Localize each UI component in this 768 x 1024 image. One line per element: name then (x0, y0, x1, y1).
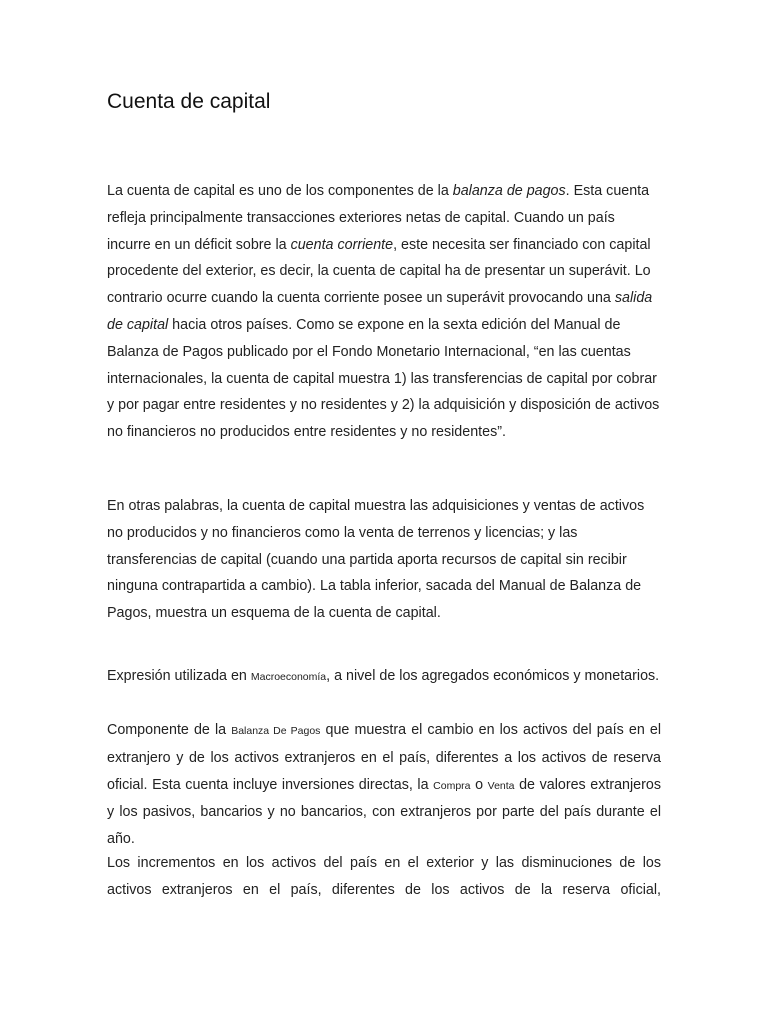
text-run: La cuenta de capital es uno de los componentes de la (107, 183, 453, 199)
text-run: Expresión utilizada en (107, 668, 251, 684)
italic-term-balanza-de-pagos: balanza de pagos (452, 183, 566, 199)
text-run: . Esta cuenta refleja principalmente transacciones exteriores netas de capital. Cuando un país incurre en un déficit sobre la (107, 183, 650, 253)
text-run: de valores extranjeros y los pasivos, bancarios y no bancarios, con extranjeros por parte del país durante el año. (107, 776, 661, 848)
text-run: , a nivel de los agregados económicos y monetarios. (326, 668, 660, 684)
paragraph-expression (107, 663, 661, 691)
text-run: o (470, 776, 488, 793)
term-macroeconomia: Macroeconomía (250, 671, 327, 683)
term-venta: Venta (487, 779, 515, 792)
term-compra: Compra (433, 779, 471, 792)
italic-term-cuenta-corriente: cuenta corriente (290, 236, 394, 253)
text-run: Componente de la (107, 722, 232, 738)
paragraph-component (107, 717, 661, 853)
text-run: , este necesita ser financiado con capital procedente del exterior, es decir, la cuenta de capital ha de presentar un superávit. Lo contrario ocurre cuando la cuenta corriente posee un superávit provocando una (107, 236, 651, 307)
paragraph-other-words: En otras palabras, la cuenta de capital muestra las adquisiciones y ventas de activos no producidos y no financieros como la venta de terrenos y licencias; y las transferencias de capital (cuando una partida aporta recursos de capital sin recibir ninguna contrapartida a cambio). La tabla inferior, sacada del Manual de Balanza de Pagos, muestra un esquema de la cuenta de capital. (107, 498, 645, 622)
italic-term-salida-de-capital: salida de capital (107, 290, 653, 333)
term-balanza-de-pagos: Balanza De Pagos (231, 725, 321, 737)
page-title: Cuenta de capital (107, 90, 271, 113)
text-run: que muestra el cambio en los activos del país en el extranjero y de los activos extranjeros en el país, diferentes a los activos de reserva oficial. Esta cuenta incluye inversiones directas, la (107, 722, 662, 793)
paragraph-capital-account-definition (107, 178, 661, 446)
text-run: hacia otros países. Como se expone en la sexta edición del Manual de Balanza de Pagos publicado por el Fondo Monetario Internacional, “en las cuentas internacionales, la cuenta de capital muestra 1) las transferencias de capital por cobrar y por pagar entre residentes y no residentes y 2) la adquisición y disposición de activos no financieros no producidos entre residentes y no residentes”. (107, 316, 660, 441)
paragraph-increments: Los incrementos en los activos del país en el exterior y las disminuciones de los activos extranjeros en el país, diferentes de los activos de la reserva oficial, (107, 855, 661, 898)
